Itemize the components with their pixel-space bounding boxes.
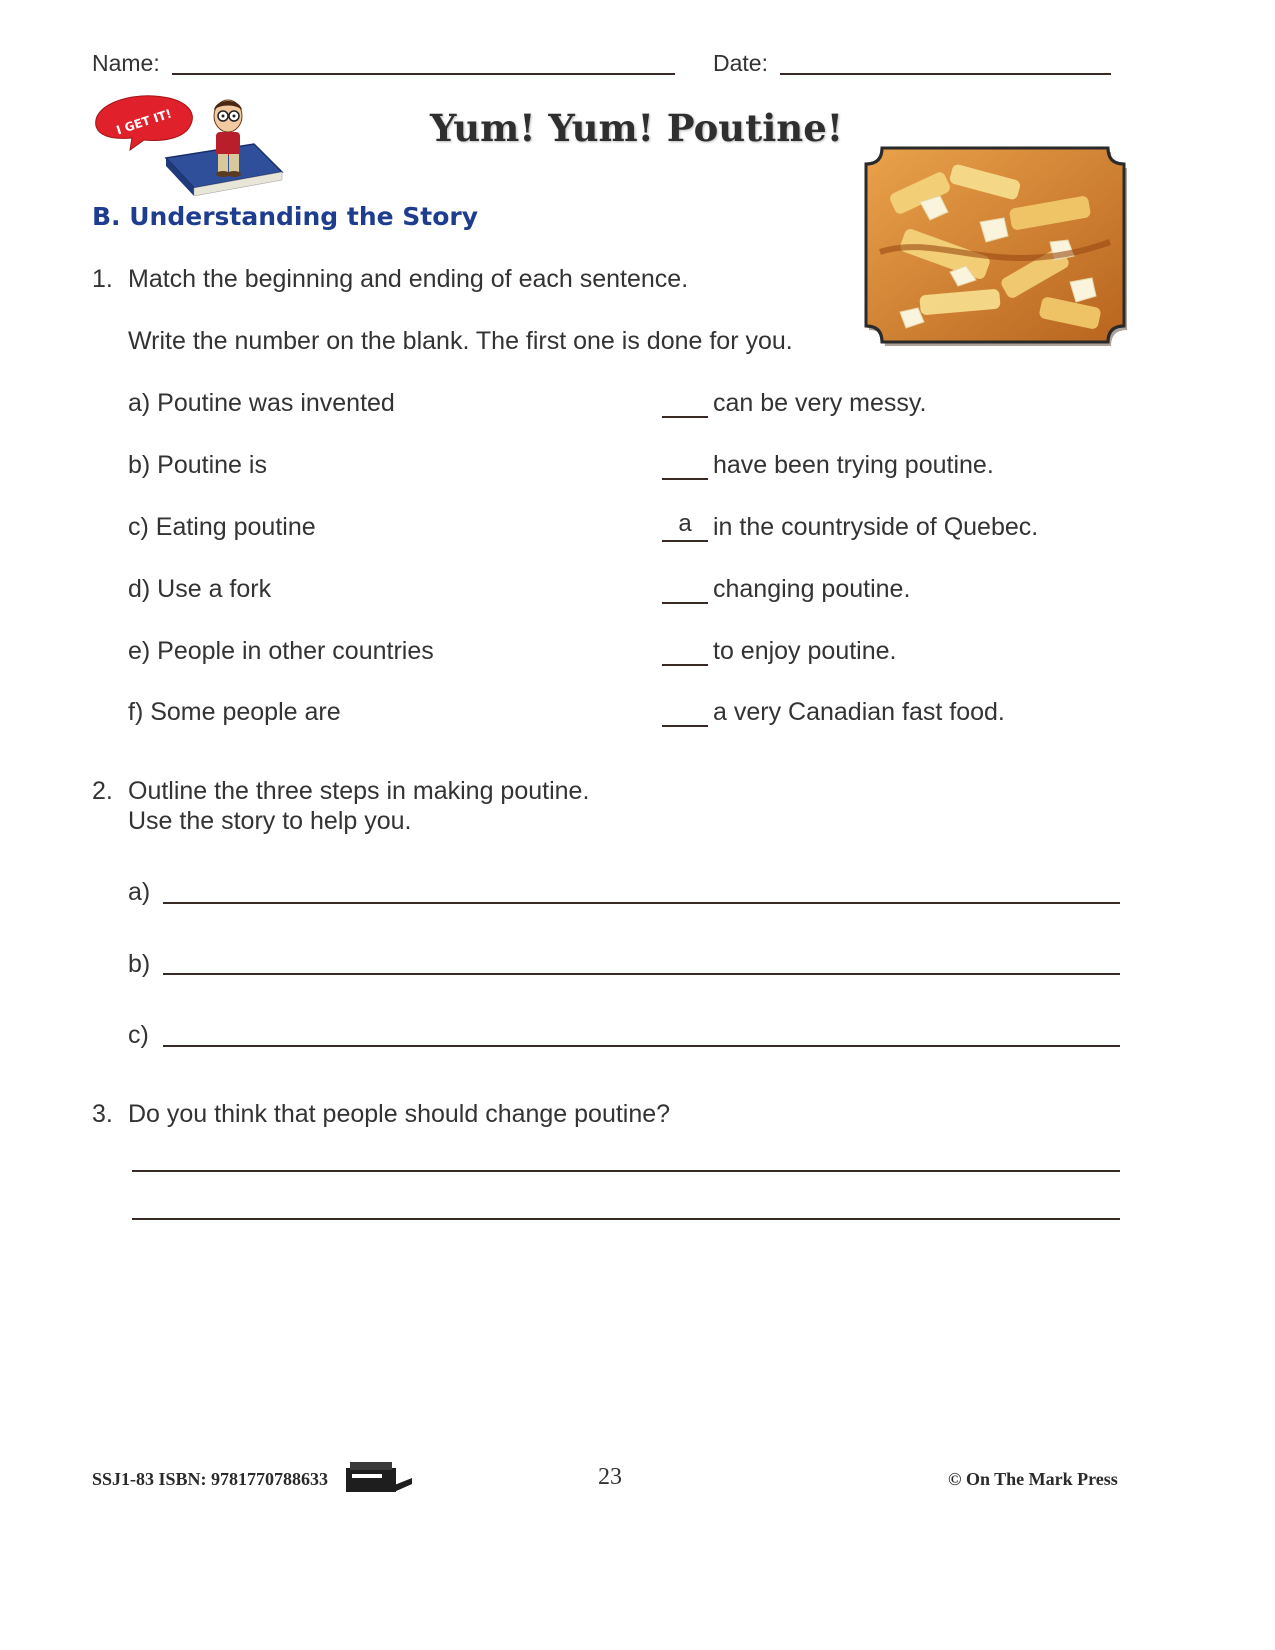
i-get-it-logo — [86, 88, 286, 200]
name-label: Name: — [92, 50, 160, 76]
q1-left-e: e) People in other countries — [128, 637, 434, 665]
q1-left-d: d) Use a fork — [128, 575, 272, 603]
q2-label-b: b) — [128, 950, 151, 978]
bubble-text: I GET IT! — [114, 106, 174, 138]
q2-answer-line-b[interactable] — [163, 973, 1120, 975]
page-title: Yum! Yum! Poutine! — [430, 106, 843, 150]
q1-right-1: can be very messy. — [713, 389, 927, 417]
q1-answer-blank-6[interactable] — [662, 697, 708, 727]
q2-label-c: c) — [128, 1021, 149, 1049]
q1-answer-blank-4[interactable] — [662, 574, 708, 604]
footer-isbn: SSJ1-83 ISBN: 9781770788633 — [92, 1469, 329, 1489]
q2-answer-line-a[interactable] — [163, 902, 1120, 904]
q1-left-a: a) Poutine was invented — [128, 389, 395, 417]
q1-right-3: in the countryside of Quebec. — [713, 513, 1039, 541]
q3-answer-line-1[interactable] — [132, 1170, 1120, 1172]
footer-publisher: © On The Mark Press — [948, 1469, 1118, 1489]
speech-bubble-logo — [96, 96, 193, 150]
poutine-photo — [860, 142, 1130, 352]
date-line[interactable] — [780, 73, 1111, 75]
q2-number: 2. — [92, 777, 113, 805]
q1-left-c: c) Eating poutine — [128, 513, 316, 541]
date-label: Date: — [713, 50, 768, 76]
q1-instruction: Write the number on the blank. The first one is done for you. — [128, 327, 793, 355]
q3-prompt: Do you think that people should change poutine? — [128, 1100, 671, 1128]
copier-icon — [342, 1458, 414, 1498]
q2-prompt-line2: Use the story to help you. — [128, 807, 412, 835]
q1-right-2: have been trying poutine. — [713, 451, 994, 479]
page-number: 23 — [598, 1464, 622, 1490]
q1-right-5: to enjoy poutine. — [713, 637, 897, 665]
q1-answer-blank-1[interactable] — [662, 388, 708, 418]
q1-answer-blank-2[interactable] — [662, 450, 708, 480]
q1-right-6: a very Canadian fast food. — [713, 698, 1005, 726]
q3-answer-line-2[interactable] — [132, 1218, 1120, 1220]
q1-left-b: b) Poutine is — [128, 451, 267, 479]
q2-prompt-line1: Outline the three steps in making poutine. — [128, 777, 590, 805]
q2-label-a: a) — [128, 878, 151, 906]
name-line[interactable] — [172, 73, 675, 75]
q1-prompt: Match the beginning and ending of each sentence. — [128, 265, 689, 293]
q1-right-4: changing poutine. — [713, 575, 911, 603]
q1-answer-blank-3[interactable]: a — [662, 512, 708, 542]
q3-number: 3. — [92, 1100, 113, 1128]
q1-number: 1. — [92, 265, 113, 293]
q2-answer-line-c[interactable] — [163, 1045, 1120, 1047]
section-heading: B. Understanding the Story — [92, 202, 479, 231]
q1-answer-blank-5[interactable] — [662, 636, 708, 666]
q1-left-f: f) Some people are — [128, 698, 341, 726]
